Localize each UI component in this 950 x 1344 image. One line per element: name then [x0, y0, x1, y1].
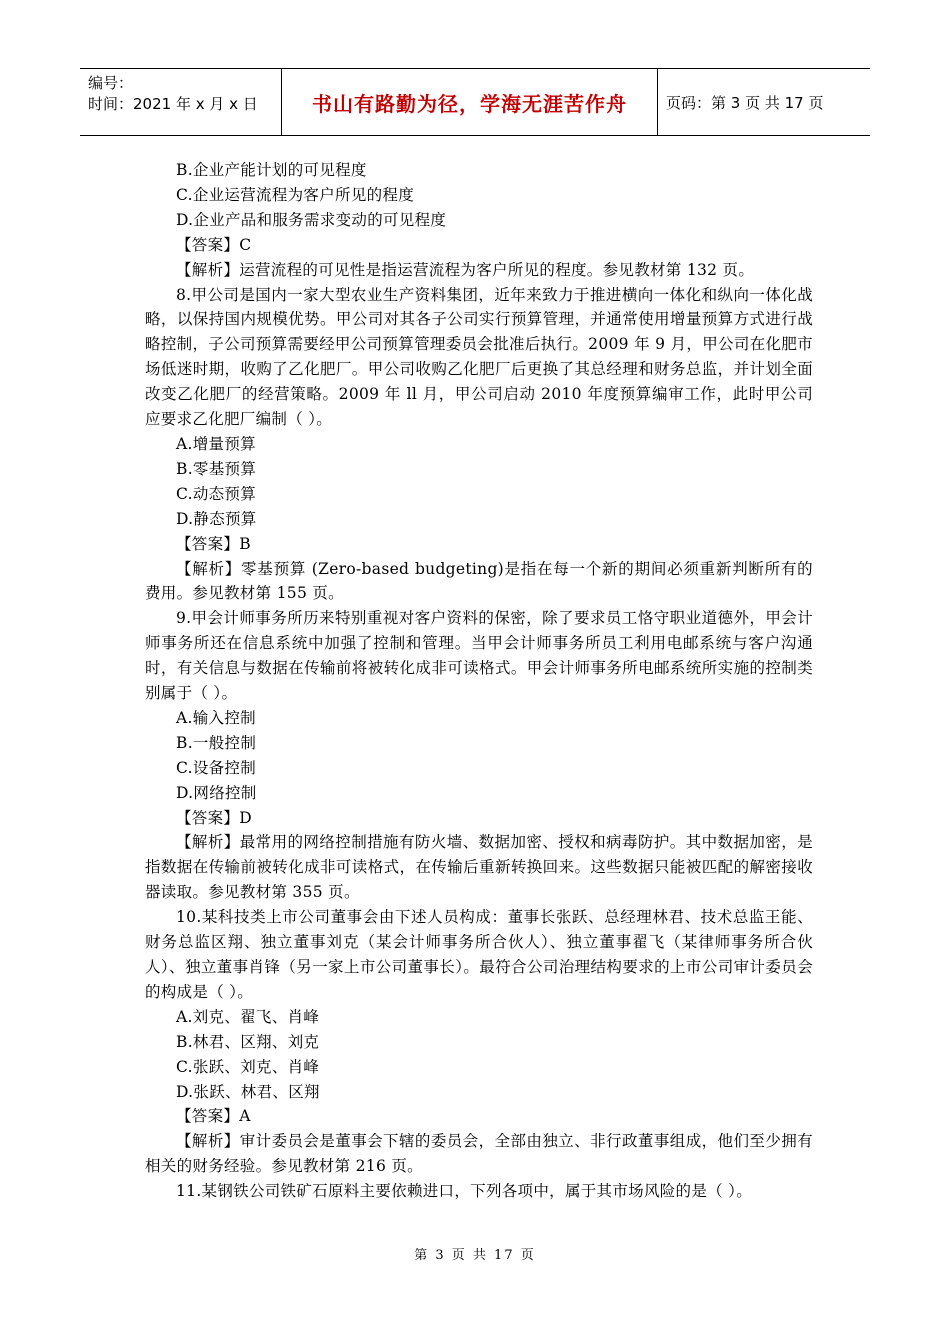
header-motto: 书山有路勤为径，学海无涯苦作舟: [282, 69, 658, 135]
paragraph: A.输入控制: [176, 708, 256, 727]
paragraph: C.张跃、刘克、肖峰: [176, 1057, 320, 1076]
paragraph: 【解析】最常用的网络控制措施有防火墙、数据加密、授权和病毒防护。其中数据加密，是指数据在传输前被转化成非可读格式，在传输后重新转换回来。这些数据只能被匹配的解密接收器读取。参见教材第 355 页。: [145, 833, 813, 902]
paragraph: B.企业产能计划的可见程度: [176, 161, 367, 179]
document-date: 时间：2021 年 x 月 x 日: [88, 95, 258, 113]
paragraph: B.一般控制: [176, 733, 257, 752]
paragraph: 11.某钢铁公司铁矿石原料主要依赖进口，下列各项中，属于其市场风险的是（ ）。: [176, 1182, 753, 1201]
paragraph: 10.某科技类上市公司董事会由下述人员构成：董事长张跃、总经理林君、技术总监王能、财务总监区翔、独立董事刘克（某会计师事务所合伙人）、独立董事翟飞（某律师事务所合伙人）、独立董事肖锋（另一家上市公司董事长）。最符合公司治理结构要求的上市公司审计委员会的构成是（ ）。: [145, 908, 813, 1001]
paragraph: 【答案】D: [176, 808, 252, 827]
page-footer: 第 3 页 共 17 页: [414, 1248, 536, 1263]
paragraph: 【解析】零基预算 (Zero-based budgeting)是指在每一个新的期间必须重新判断所有的费用。参见教材第 155 页。: [145, 559, 813, 603]
paragraph: D.静态预算: [176, 509, 257, 528]
paragraph: 8.甲公司是国内一家大型农业生产资料集团，近年来致力于推进横向一体化和纵向一体化战略，以保持国内规模优势。甲公司对其各子公司实行预算管理，并通常使用增量预算方式进行战略控制，子公司预算需要经甲公司预算管理委员会批准后执行。2009 年 9 月，甲公司在化肥市场低迷时期，收购了乙化肥厂。甲公司收购乙化肥厂后更换了其总经理和财务总监，并计划全面改变乙化肥厂的经营策略。2009 年 ll 月，甲公司启动 2010 年度预算编审工作，此时甲公司应要求乙化肥厂编制（ ）。: [145, 285, 813, 429]
page-header: [80, 68, 870, 136]
paragraph: 9.甲会计师事务所历来特别重视对客户资料的保密，除了要求员工恪守职业道德外，甲会计师事务所还在信息系统中加强了控制和管理。当甲会计师事务所员工利用电邮系统与客户沟通时，有关信息与数据在传输前将被转化成非可读格式。甲会计师事务所电邮系统所实施的控制类别属于（ ）。: [145, 609, 813, 703]
header-page-info: 页码：第 3 页 共 17 页: [666, 93, 824, 112]
document-number-label: 编号：: [88, 74, 134, 92]
paragraph: 【答案】B: [176, 534, 251, 553]
paragraph: 【解析】运营流程的可见性是指运营流程为客户所见的程度。参见教材第 132 页。: [176, 260, 755, 279]
paragraph: 【答案】A: [176, 1107, 251, 1126]
paragraph: C.设备控制: [176, 758, 257, 777]
paragraph: B.林君、区翔、刘克: [176, 1032, 320, 1051]
paragraph: A.刘克、翟飞、肖峰: [176, 1007, 320, 1026]
paragraph: C.动态预算: [176, 484, 257, 503]
paragraph: 【解析】审计委员会是董事会下辖的委员会，全部由独立、非行政董事组成，他们至少拥有相关的财务经验。参见教材第 216 页。: [145, 1132, 813, 1176]
paragraph: D.企业产品和服务需求变动的可见程度: [176, 210, 447, 229]
header-meta: [80, 69, 282, 135]
paragraph: D.网络控制: [176, 783, 257, 802]
paragraph: B.零基预算: [176, 459, 257, 478]
paragraph: 【答案】C: [176, 235, 252, 254]
paragraph: C.企业运营流程为客户所见的程度: [176, 185, 415, 204]
document-body: [145, 158, 813, 1204]
paragraph: A.增量预算: [176, 434, 256, 453]
paragraph: D.张跃、林君、区翔: [176, 1082, 320, 1101]
